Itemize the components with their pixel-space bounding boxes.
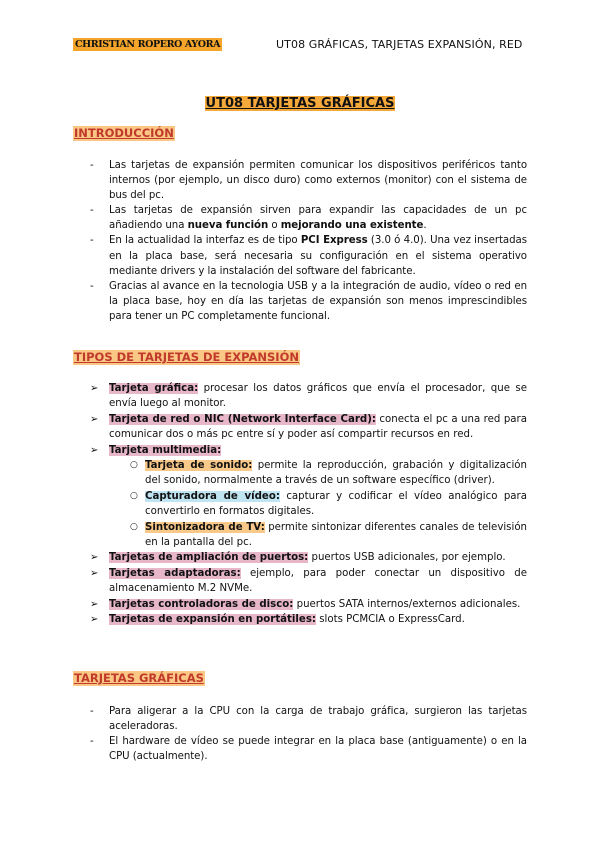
list-item-text: Las tarjetas de expansión permiten comunicar los dispositivos periféricos tanto internos (por ejemplo, un disco duro) como externos (monitor) con el sistema de bus del pc.: [109, 160, 527, 202]
arrow-bullet-icon: ➢: [90, 614, 99, 626]
arrow-bullet-icon: ➢: [90, 413, 99, 425]
list-item: [90, 203, 527, 233]
section-heading-intro: INTRODUCCIÓN: [74, 126, 174, 140]
term-label: Tarjetas de ampliación de puertos:: [109, 552, 309, 564]
sublist-item: [130, 458, 527, 489]
term-description: puertos USB adicionales, por ejemplo.: [308, 552, 506, 564]
list-item: [90, 279, 527, 324]
list-item-text: Gracias al avance en la tecnologia USB y a la integración de audio, vídeo o red en la placa base, hoy en día las tarjetas de expansión son menos imprescindibles para tener un PC completamente funcional.: [109, 280, 527, 322]
term-label: Tarjetas controladoras de disco:: [109, 598, 294, 610]
arrow-bullet-icon: ➢: [90, 552, 99, 564]
list-item: [90, 158, 527, 203]
term-description: conecta el pc a una red para comunicar dos o más pc entre sí y poder así compartir recursos en red.: [109, 413, 527, 441]
list-item: [90, 597, 527, 612]
list-item-text: Para aligerar a la CPU con la carga de trabajo gráfica, surgieron las tarjetas aceleradoras.: [109, 706, 527, 733]
arrow-bullet-icon: ➢: [90, 567, 99, 579]
list-item-text: o: [268, 220, 281, 232]
term-label: Tarjetas adaptadoras:: [109, 567, 241, 579]
list-item: [90, 412, 527, 443]
arrow-bullet-icon: ➢: [90, 383, 99, 394]
list-item: [90, 233, 527, 278]
sublist-item: [130, 520, 528, 551]
term-description: puertos SATA internos/externos adicionales.: [293, 598, 521, 610]
term-label: Tarjeta de red o NIC (Network Interface Card):: [109, 413, 376, 425]
term-description: permite sintonizar diferentes canales de televisión en la pantalla del pc.: [145, 521, 528, 549]
circle-bullet-icon: ○: [130, 460, 138, 471]
term-description: capturar y codificar el vídeo analógico para convertirlo en formatos digitales.: [145, 490, 527, 518]
document-title: [0, 92, 600, 112]
list-item: [90, 443, 527, 551]
list-item: [90, 612, 527, 627]
circle-bullet-icon: ○: [130, 490, 138, 501]
section-heading-types: TIPOS DE TARJETAS DE EXPANSIÓN: [74, 350, 299, 364]
graphics-list: [90, 704, 527, 764]
term-description: slots PCMCIA o ExpressCard.: [315, 614, 465, 626]
header-author: CHRISTIAN ROPERO AYORA: [75, 39, 221, 50]
term-description: permite la reproducción, grabación y digitalización del sonido, normalmente a través de un software específico (driver).: [145, 460, 527, 487]
types-list: [90, 381, 527, 628]
list-item: [90, 734, 527, 764]
term-label: Capturadora de vídeo:: [145, 490, 280, 502]
bold-text: mejorando una existente: [280, 220, 424, 232]
list-item-text: El hardware de vídeo se puede integrar en la placa base (antiguamente) o en la CPU (actualmente).: [109, 736, 527, 763]
list-item: [90, 550, 527, 565]
term-label: Tarjeta gráfica:: [109, 383, 199, 394]
list-item-text: Las tarjetas de expansión sirven para expandir las capacidades de un pc añadiendo una: [109, 205, 527, 232]
bold-text: nueva función: [187, 220, 269, 232]
bold-text: PCI Express: [300, 235, 368, 247]
list-item: [90, 381, 527, 412]
list-item-text: .: [423, 220, 427, 232]
section-heading-graphics: TARJETAS GRÁFICAS: [74, 671, 204, 685]
term-label: Sintonizadora de TV:: [145, 521, 265, 533]
term-label: Tarjeta de sonido:: [145, 460, 253, 472]
term-label: Tarjeta multimedia:: [109, 444, 222, 456]
term-label: Tarjetas de expansión en portátiles:: [109, 614, 316, 626]
header-subject: UT08 GRÁFICAS, TARJETAS EXPANSIÓN, RED: [276, 38, 523, 51]
list-item-text: (3.0 ó 4.0). Una vez insertadas en la placa base, será necesaria su configuración en el sistema operativo mediante drivers y la instalación del software del fabricante.: [109, 235, 527, 277]
multimedia-sublist: [109, 458, 527, 550]
list-item: [90, 566, 527, 597]
term-description: procesar los datos gráficos que envía el procesador, que se envía luego al monitor.: [109, 383, 527, 410]
circle-bullet-icon: ○: [130, 521, 138, 532]
term-description: ejemplo, para poder conectar un dispositivo de almacenamiento M.2 NVMe.: [109, 567, 527, 595]
list-item-text: En la actualidad la interfaz es de tipo: [109, 235, 301, 247]
sublist-item: [130, 489, 527, 520]
arrow-bullet-icon: ➢: [90, 598, 99, 610]
intro-list: [90, 158, 527, 324]
arrow-bullet-icon: ➢: [90, 444, 99, 456]
document-title-text: UT08 TARJETAS GRÁFICAS: [205, 96, 395, 111]
list-item: [90, 704, 527, 734]
